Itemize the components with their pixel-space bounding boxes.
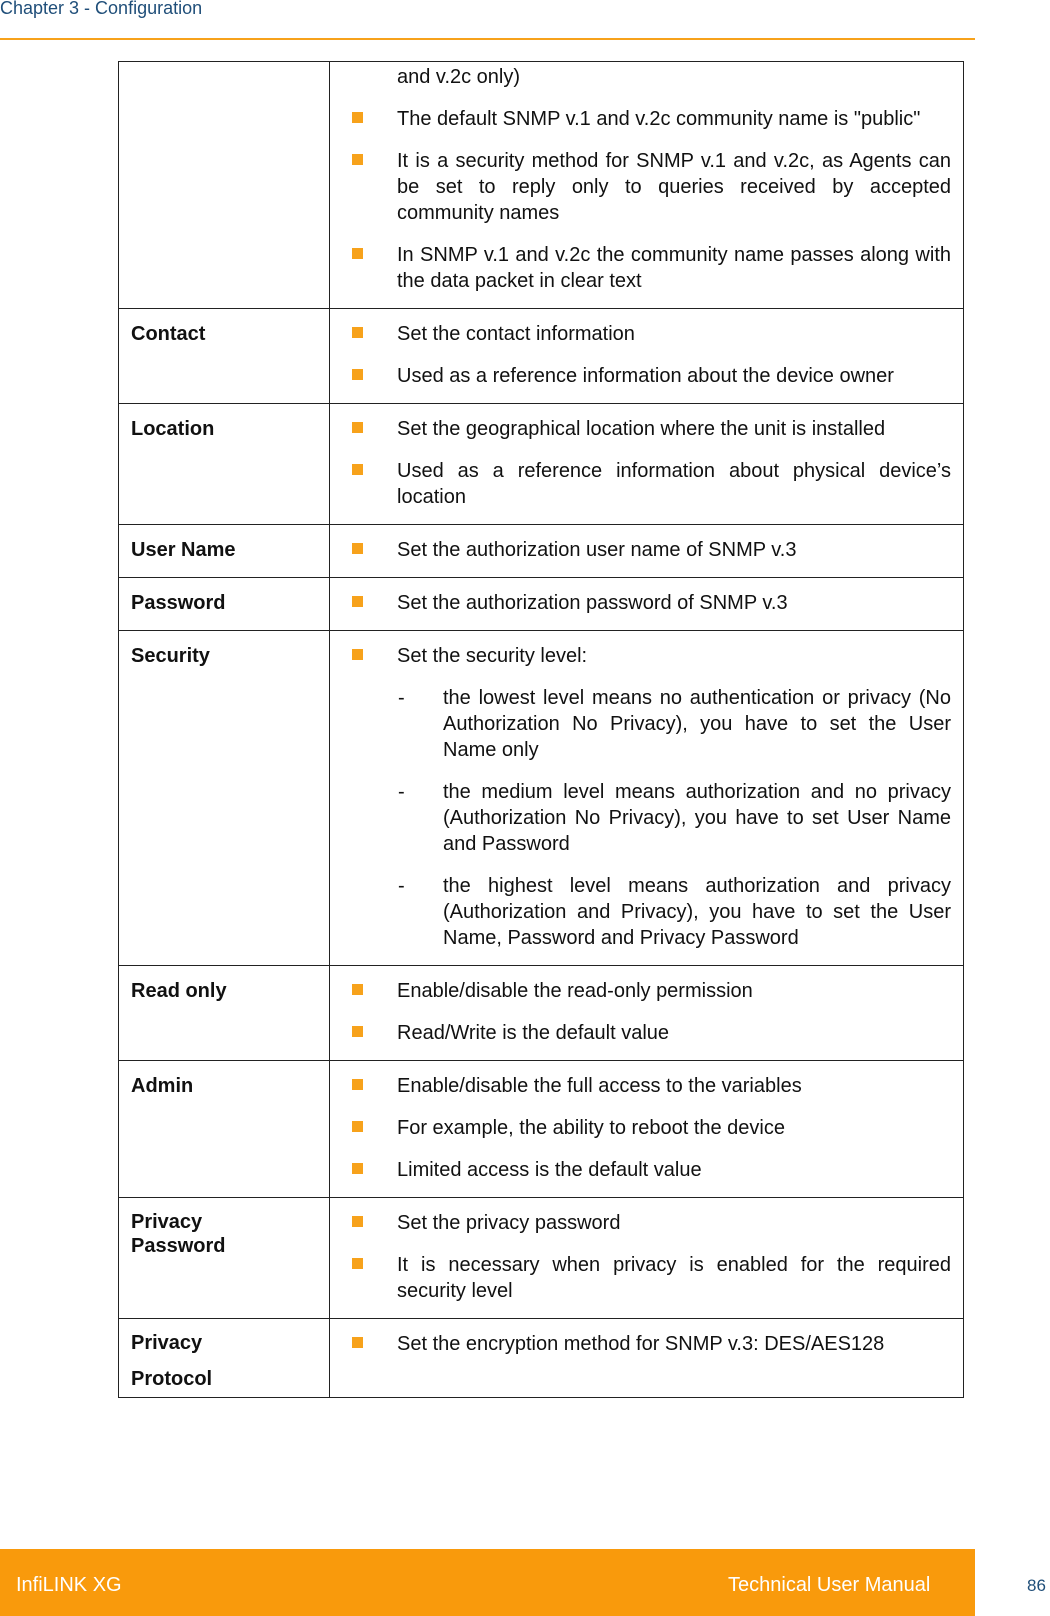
row-description	[330, 309, 964, 404]
row-description	[330, 1319, 964, 1398]
list-item: Used as a reference information about the device owner	[330, 363, 951, 389]
footer-manual-title: Technical User Manual	[728, 1574, 931, 1596]
list-item: Set the security level:	[330, 643, 951, 669]
row-description	[330, 966, 964, 1061]
table-row	[119, 631, 964, 966]
list-item: Used as a reference information about physical device’s location	[330, 458, 951, 510]
list-item: The default SNMP v.1 and v.2c community name is "public"	[330, 106, 951, 132]
list-item: Set the encryption method for SNMP v.3: DES/AES128	[330, 1331, 951, 1357]
table-row	[119, 525, 964, 578]
list-item: It is a security method for SNMP v.1 and v.2c, as Agents can be set to reply only to queries received by accepted community names	[330, 148, 951, 226]
table-row	[119, 309, 964, 404]
row-description	[330, 578, 964, 631]
square-bullet-icon	[352, 1337, 363, 1348]
list-item: Set the privacy password	[330, 1210, 951, 1236]
row-label: Admin	[119, 1061, 330, 1198]
continued-text: and v.2c only)	[397, 66, 521, 88]
table-row	[119, 1319, 964, 1398]
square-bullet-icon	[352, 1121, 363, 1132]
square-bullet-icon	[352, 112, 363, 123]
square-bullet-icon	[352, 1163, 363, 1174]
square-bullet-icon	[352, 1258, 363, 1269]
square-bullet-icon	[352, 154, 363, 165]
row-label: User Name	[119, 525, 330, 578]
page-number: 86	[1027, 1576, 1046, 1595]
sub-item: - the lowest level means no authentication or privacy (No Authorization No Privacy), you have to set the User Name only	[398, 687, 951, 761]
list-item: Set the authorization password of SNMP v.3	[330, 590, 951, 616]
chapter-title: Chapter 3 - Configuration	[0, 0, 203, 18]
square-bullet-icon	[352, 248, 363, 259]
list-item: Set the authorization user name of SNMP v.3	[330, 537, 951, 563]
sub-item: - the medium level means authorization and no privacy (Authorization No Privacy), you have to set User Name and Password	[398, 781, 951, 855]
list-item: Set the geographical location where the unit is installed	[330, 416, 951, 442]
row-label: Location	[119, 404, 330, 525]
list-item: Limited access is the default value	[330, 1157, 951, 1183]
row-label: Security	[119, 631, 330, 966]
row-description	[330, 1198, 964, 1319]
list-item: For example, the ability to reboot the device	[330, 1115, 951, 1141]
square-bullet-icon	[352, 543, 363, 554]
row-description	[330, 631, 964, 966]
square-bullet-icon	[352, 369, 363, 380]
row-description	[330, 525, 964, 578]
row-description	[330, 62, 964, 309]
list-item: Enable/disable the read-only permission	[330, 978, 951, 1004]
row-label: Read only	[119, 966, 330, 1061]
list-item: Read/Write is the default value	[330, 1020, 951, 1046]
square-bullet-icon	[352, 327, 363, 338]
row-label: Contact	[119, 309, 330, 404]
list-item: In SNMP v.1 and v.2c the community name passes along with the data packet in clear text	[330, 242, 951, 294]
square-bullet-icon	[352, 422, 363, 433]
list-item: Enable/disable the full access to the variables	[330, 1073, 951, 1099]
footer-product-name: InfiLINK XG	[16, 1574, 122, 1596]
table-row	[119, 578, 964, 631]
sub-item: - the highest level means authorization and privacy (Authorization and Privacy), you have to set the User Name, Password and Privacy Password	[398, 875, 951, 949]
square-bullet-icon	[352, 1216, 363, 1227]
list-item: It is necessary when privacy is enabled for the required security level	[330, 1252, 951, 1304]
square-bullet-icon	[352, 1079, 363, 1090]
square-bullet-icon	[352, 596, 363, 607]
row-description	[330, 1061, 964, 1198]
table-row	[119, 1061, 964, 1198]
table-row	[119, 62, 964, 309]
square-bullet-icon	[352, 984, 363, 995]
list-item: Set the contact information	[330, 321, 951, 347]
square-bullet-icon	[352, 464, 363, 475]
snmp-parameters-table	[118, 61, 964, 1398]
row-label: Password	[119, 578, 330, 631]
table-row	[119, 1198, 964, 1319]
row-label-empty	[119, 62, 330, 309]
row-label: Privacy Password	[119, 1198, 330, 1319]
square-bullet-icon	[352, 649, 363, 660]
row-description	[330, 404, 964, 525]
table-row	[119, 966, 964, 1061]
square-bullet-icon	[352, 1026, 363, 1037]
header-divider	[0, 38, 975, 40]
row-label: Privacy Protocol	[119, 1319, 330, 1398]
table-row	[119, 404, 964, 525]
